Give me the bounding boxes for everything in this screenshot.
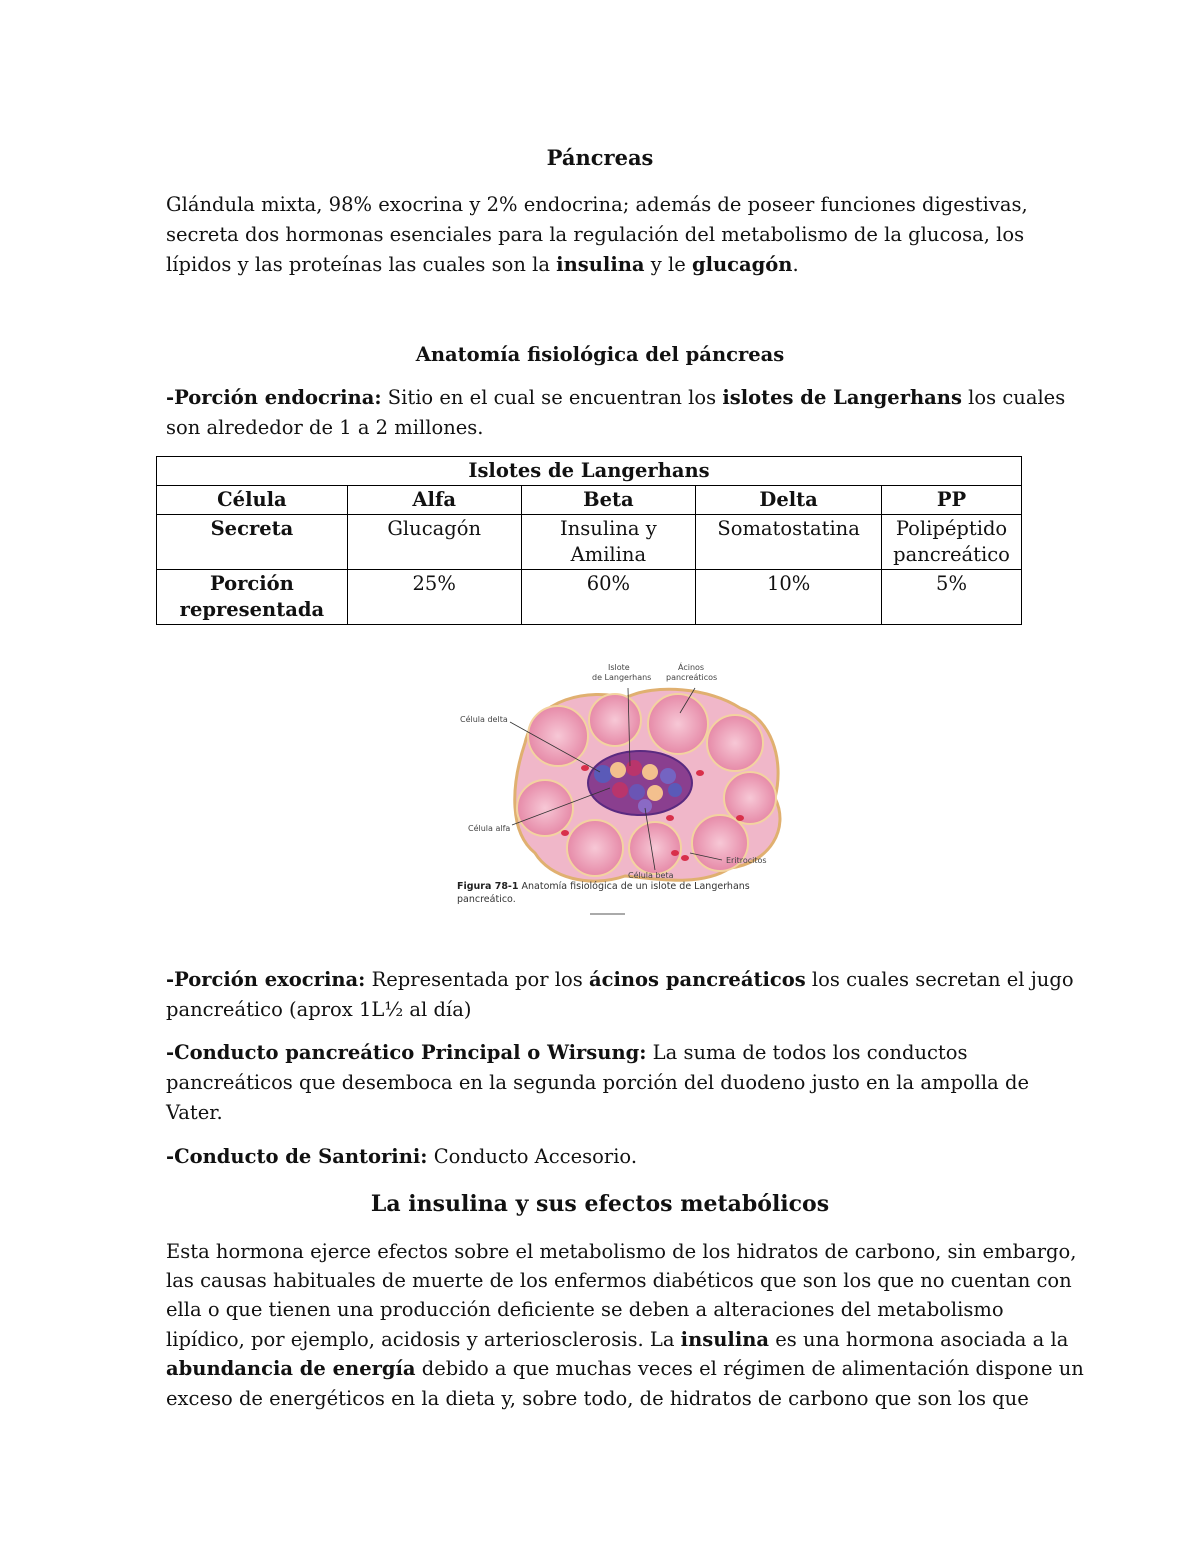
exocrine-text: los cuales secretan el jugo [805,968,1074,991]
exocrine-label: -Porción exocrina: [166,968,366,991]
header-pp: PP [882,486,1022,515]
table-caption: Islotes de Langerhans [157,457,1022,486]
insulin-heading: La insulina y sus efectos metabólicos [370,1191,830,1217]
wirsung-label: -Conducto pancreático Principal o Wirsung: [166,1041,647,1064]
insulin-line-2: las causas habituales de muerte de los enfermos diabéticos que son los que no cuentan con [166,1269,1072,1292]
label-pancreaticos: pancreáticos [666,673,718,682]
intro-text: y le [644,253,692,276]
islets-table [156,456,1022,625]
endocrine-text: los cuales [961,386,1066,409]
header-celula: Célula [157,486,348,515]
intro-text: lípidos y las proteínas las cuales son la [166,253,557,276]
cell-text: Porción [209,572,294,595]
wirsung-line-3: Vater. [166,1101,223,1124]
langerhans-figure [440,648,810,918]
label-celula-beta: Célula beta [628,871,674,880]
santorini-line [166,1142,637,1172]
cell-delta-porcion: 10% [696,570,882,625]
insulin-line-4 [166,1325,1068,1355]
islet [588,751,692,815]
table-row [157,570,1022,625]
insulin-text: lipídico, por ejemplo, acidosis y arteriosclerosis. La [166,1328,681,1351]
header-beta: Beta [521,486,696,515]
exocrine-text: Representada por los [365,968,589,991]
endocrine-label: -Porción endocrina: [166,386,382,409]
exocrine-line-2: pancreático (aprox 1L½ al día) [166,998,472,1021]
cell-beta-secreta [521,515,696,570]
cell-pp-secreta [882,515,1022,570]
insulin-text: es una hormona asociada a la [769,1328,1069,1351]
figure-caption [457,880,750,906]
insulin-line-5 [166,1354,1084,1384]
wirsung-line-1 [166,1038,968,1068]
label-eritrocitos: Eritrocitos [726,856,767,865]
label-celula-delta: Célula delta [460,715,508,724]
cell-text: Polipéptido [895,517,1008,540]
label-islote: Islote [608,663,630,672]
insulin-line-1: Esta hormona ejerce efectos sobre el metabolismo de los hidratos de carbono, sin embargo, [166,1240,1077,1263]
insulin-bold-energia: abundancia de energía [166,1357,416,1380]
intro-line-2: secreta dos hormonas esenciales para la regulación del metabolismo de la glucosa, los [166,223,1025,246]
header-alfa: Alfa [347,486,521,515]
cell-alfa-secreta: Glucagón [347,515,521,570]
endocrine-line-2: son alrededor de 1 a 2 millones. [166,416,484,439]
cell-text: pancreático [893,543,1010,566]
santorini-label: -Conducto de Santorini: [166,1145,428,1168]
insulin-line-6: exceso de energéticos en la dieta y, sobre todo, de hidratos de carbono que son los que [166,1387,1029,1410]
table-row [157,515,1022,570]
table-caption-row [157,457,1022,486]
cell-delta-secreta: Somatostatina [696,515,882,570]
intro-text: . [792,253,799,276]
insulin-text: debido a que muchas veces el régimen de alimentación dispone un [415,1357,1084,1380]
intro-line-3 [166,250,799,280]
insulin-line-3: ella o que tienen una producción deficiente se deben a alteraciones del metabolismo [166,1298,1004,1321]
endocrine-bold: islotes de Langerhans [722,386,962,409]
exocrine-bold: ácinos pancreáticos [588,968,806,991]
endocrine-line-1 [166,383,1065,413]
cell-text: Insulina y [560,517,657,540]
header-delta: Delta [696,486,882,515]
endocrine-text: Sitio en el cual se encuentran los [381,386,723,409]
table-header-row [157,486,1022,515]
cell-beta-porcion: 60% [521,570,696,625]
intro-bold-insulina: insulina [556,253,645,276]
cell-alfa-porcion: 25% [347,570,521,625]
anatomy-heading: Anatomía fisiológica del páncreas [415,343,785,366]
intro-line-1: Glándula mixta, 98% exocrina y 2% endocrina; además de poseer funciones digestivas, [166,193,1028,216]
intro-bold-glucagon: glucagón [691,253,793,276]
wirsung-text: La suma de todos los conductos [646,1041,968,1064]
figure-caption-text: Anatomía fisiológica de un islote de Langerhans [518,881,750,892]
label-celula-alfa: Célula alfa [468,824,511,833]
exocrine-line-1 [166,965,1074,995]
label-langerhans: de Langerhans [592,673,652,682]
figure-caption-text: pancreático. [457,894,516,905]
label-acinos: Ácinos [678,663,705,672]
santorini-text: Conducto Accesorio. [427,1145,638,1168]
cell-text: representada [179,598,325,621]
page-title: Páncreas [546,145,654,170]
insulin-bold: insulina [680,1328,770,1351]
row-label-porcion [157,570,348,625]
cell-text: Amilina [570,543,647,566]
row-label-secreta: Secreta [157,515,348,570]
cell-pp-porcion: 5% [882,570,1022,625]
figure-caption-number: Figura 78-1 [457,881,519,892]
wirsung-line-2: pancreáticos que desemboca en la segunda porción del duodeno justo en la ampolla de [166,1071,1029,1094]
